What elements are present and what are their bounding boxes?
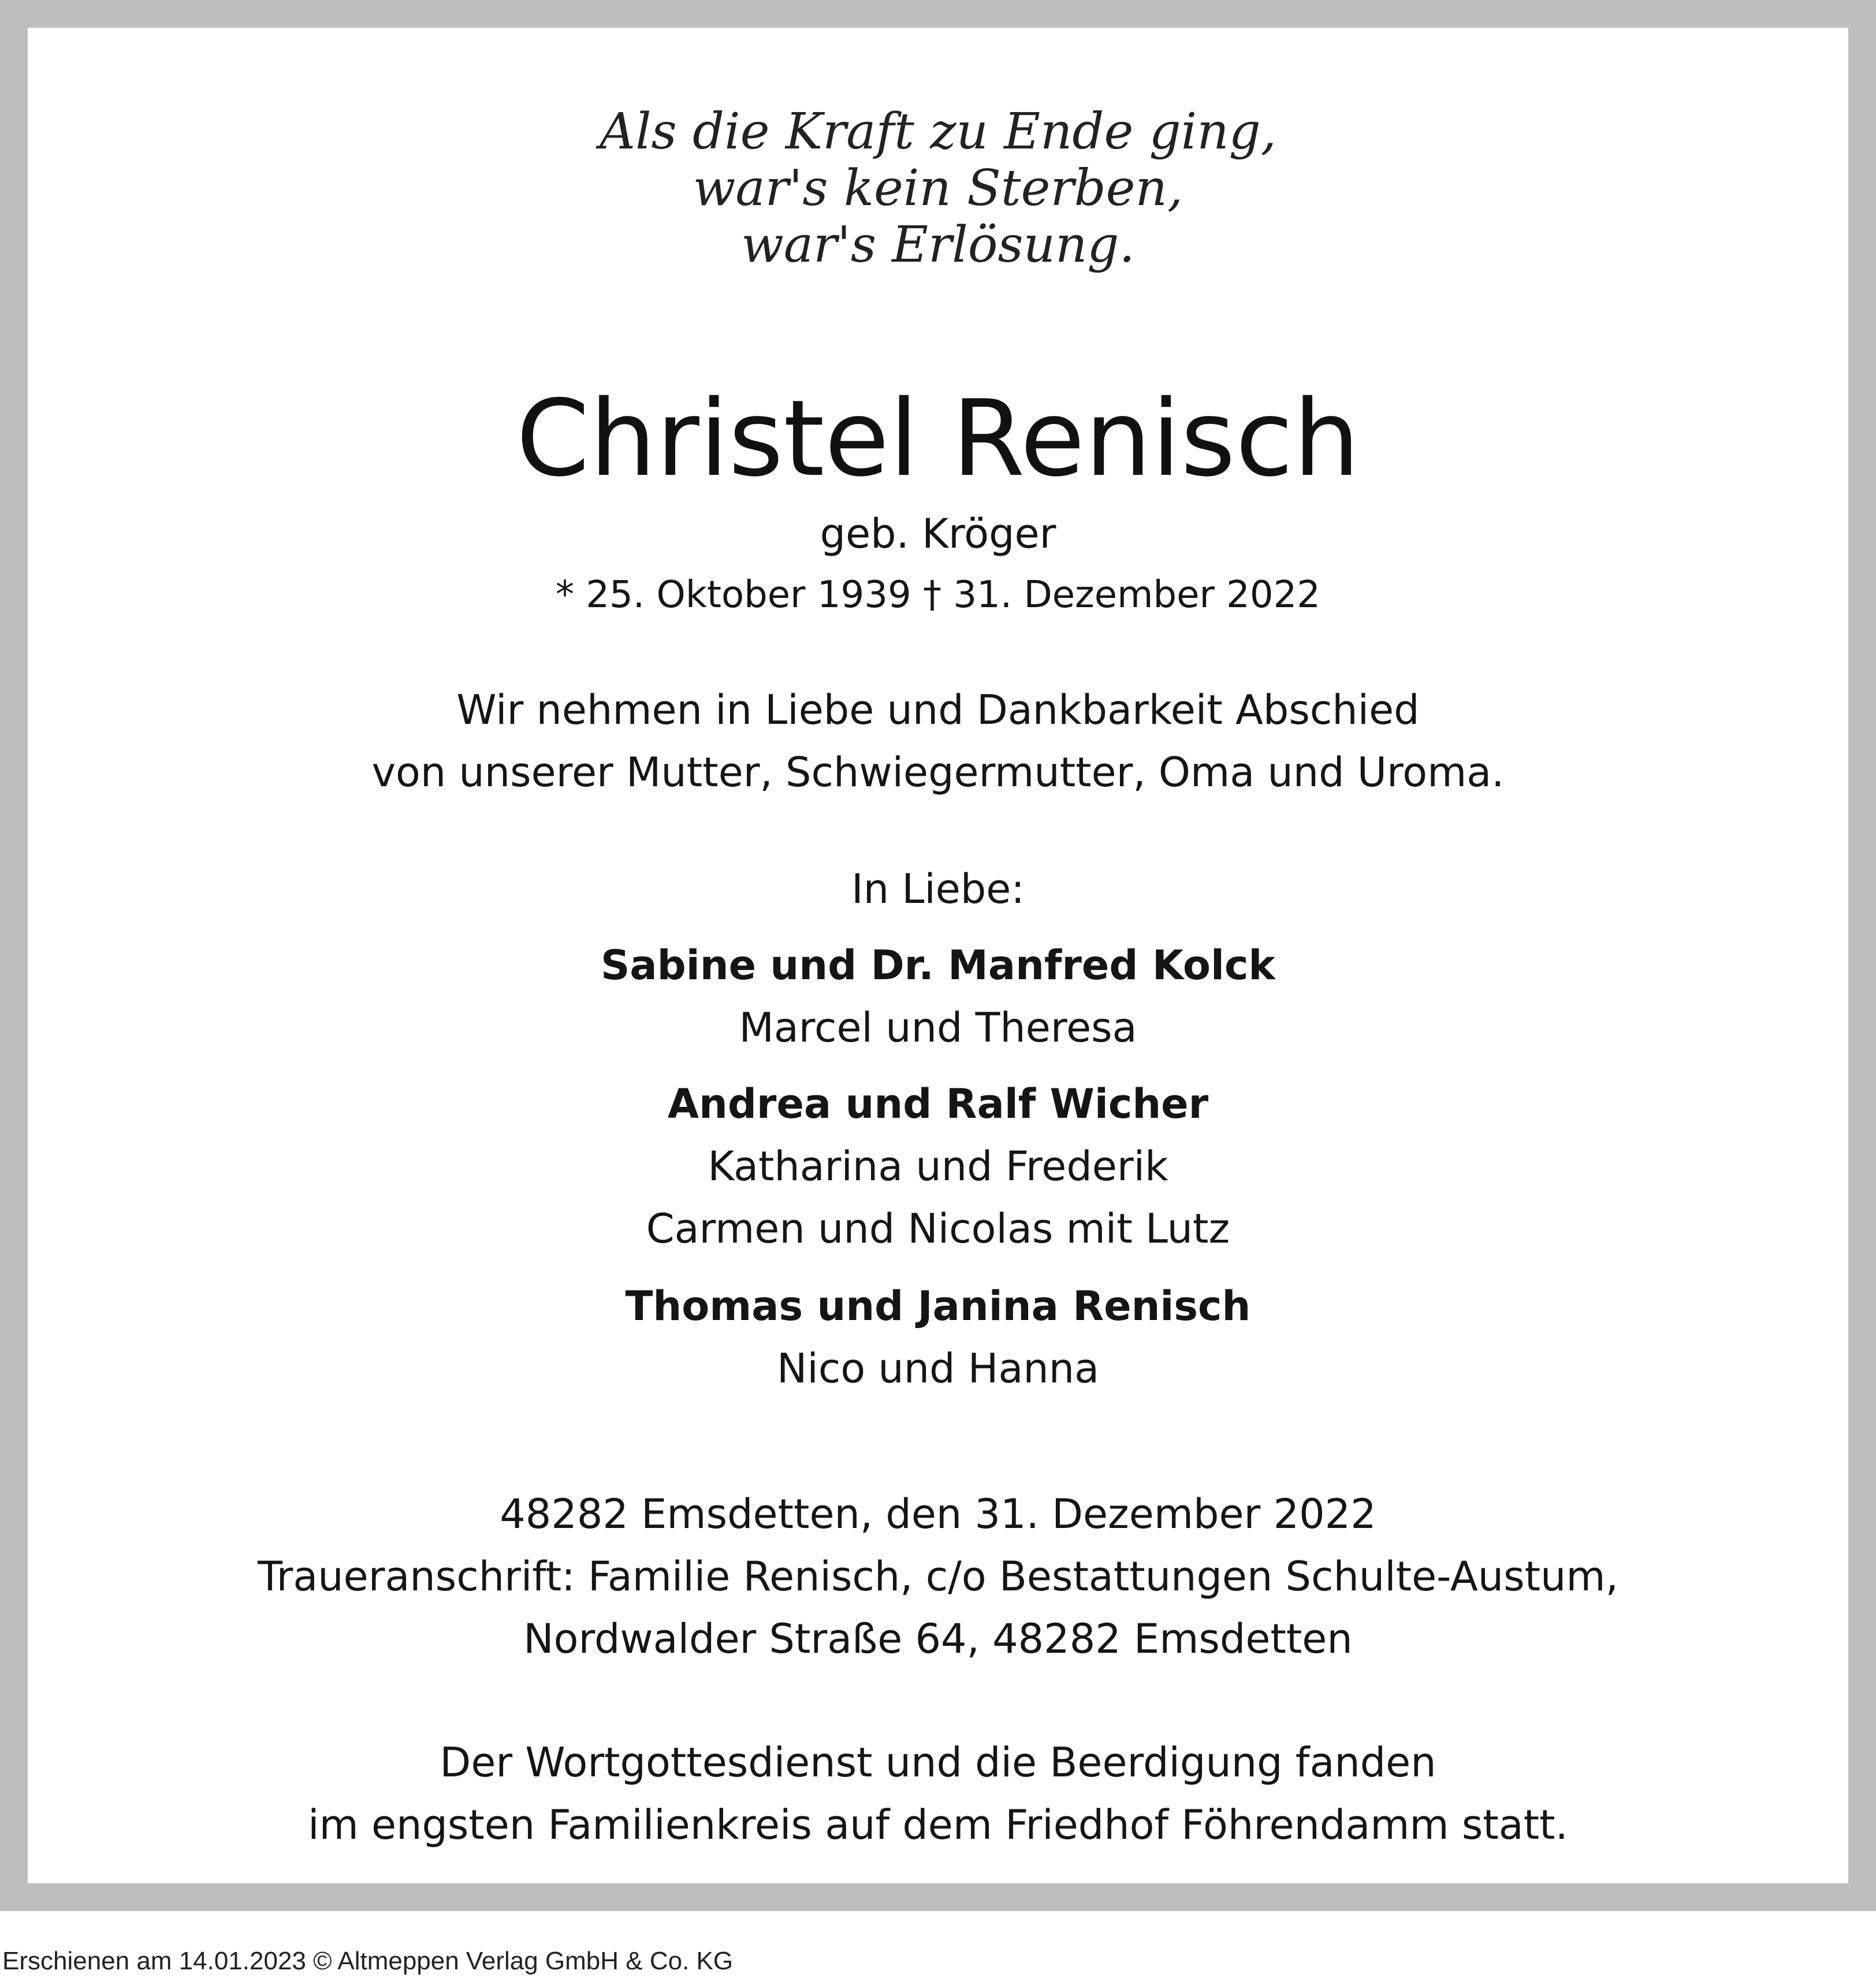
deceased-name: Christel Renisch	[516, 377, 1360, 500]
poem-line-1: Als die Kraft zu Ende ging,	[599, 103, 1277, 161]
farewell-line-2: von unserer Mutter, Schwiegermutter, Oma und Uroma.	[371, 749, 1505, 796]
maiden-name: geb. Kröger	[820, 510, 1056, 557]
poem-line-2: war's kein Sterben,	[693, 159, 1183, 217]
address-line-2: Traueranschrift: Familie Renisch, c/o Bestattungen Schulte-Austum,	[258, 1553, 1618, 1600]
service-line-1: Der Wortgottesdienst und die Beerdigung fanden	[440, 1739, 1436, 1786]
family-head-2: Andrea und Ralf Wicher	[667, 1080, 1209, 1128]
family-head-1: Sabine und Dr. Manfred Kolck	[601, 942, 1275, 989]
family-member: Marcel und Theresa	[739, 1004, 1137, 1051]
in-love-label: In Liebe:	[851, 865, 1025, 913]
address-line-3: Nordwalder Straße 64, 48282 Emsdetten	[523, 1615, 1353, 1663]
farewell-line-1: Wir nehmen in Liebe und Dankbarkeit Abschied	[456, 686, 1420, 734]
poem-line-3: war's Erlösung.	[741, 216, 1135, 274]
family-member: Nico und Hanna	[777, 1345, 1099, 1392]
family-head-3: Thomas und Janina Renisch	[625, 1282, 1251, 1330]
service-line-2: im engsten Familienkreis auf dem Friedhof Föhrendamm statt.	[308, 1801, 1568, 1849]
family-member: Carmen und Nicolas mit Lutz	[646, 1205, 1230, 1252]
address-line-1: 48282 Emsdetten, den 31. Dezember 2022	[500, 1490, 1376, 1538]
life-dates: * 25. Oktober 1939 † 31. Dezember 2022	[556, 574, 1320, 616]
obituary-card	[28, 28, 1848, 1883]
family-member: Katharina und Frederik	[708, 1143, 1168, 1190]
publication-footer: Erschienen am 14.01.2023 © Altmeppen Verlag GmbH & Co. KG	[2, 1947, 734, 1975]
